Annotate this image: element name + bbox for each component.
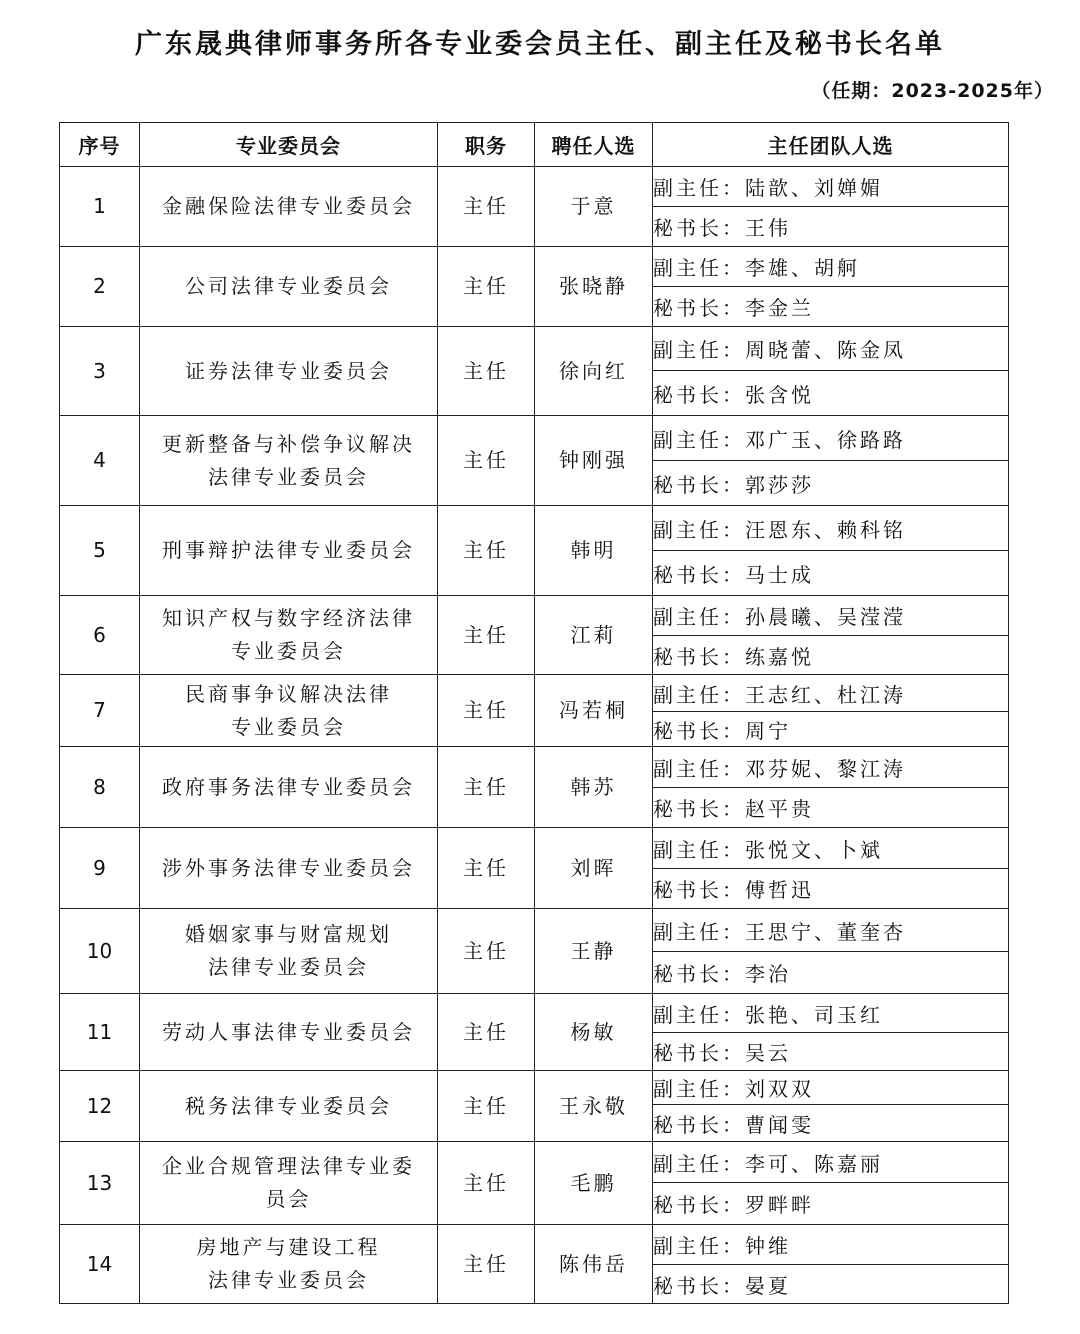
row-number: 14	[60, 1225, 140, 1304]
deputy-directors: 副主任：王思宁、董奎杏	[653, 909, 1009, 952]
appointee: 徐向红	[535, 327, 653, 416]
committee-name-line: 税务法律专业委员会	[185, 1093, 392, 1118]
row-number: 1	[60, 167, 140, 247]
committee-name-line: 员会	[265, 1187, 312, 1211]
position: 主任	[438, 675, 535, 747]
committee-name-line: 证券法律专业委员会	[185, 358, 392, 383]
position: 主任	[438, 327, 535, 416]
committee-name-line: 法律专业委员会	[208, 464, 369, 489]
position: 主任	[438, 596, 535, 675]
committee-table	[59, 122, 1009, 1304]
position: 主任	[438, 416, 535, 506]
secretary-general: 秘书长：练嘉悦	[653, 636, 1009, 675]
committee-name	[140, 596, 438, 675]
header-appointee: 聘任人选	[535, 123, 653, 167]
table-row	[60, 596, 1009, 636]
appointee: 于意	[535, 167, 653, 247]
secretary-general: 秘书长：晏夏	[653, 1265, 1009, 1304]
row-number: 6	[60, 596, 140, 675]
secretary-general: 秘书长：罗畔畔	[653, 1183, 1009, 1225]
table-row	[60, 167, 1009, 207]
row-number: 7	[60, 675, 140, 747]
deputy-directors: 副主任：张艳、司玉红	[653, 994, 1009, 1033]
deputy-directors: 副主任：陆歆、刘婵媚	[653, 167, 1009, 207]
position: 主任	[438, 828, 535, 909]
secretary-general: 秘书长：曹闻雯	[653, 1105, 1009, 1142]
table-row	[60, 1142, 1009, 1183]
header-committee: 专业委员会	[140, 123, 438, 167]
row-number: 10	[60, 909, 140, 994]
committee-name	[140, 909, 438, 994]
row-number: 3	[60, 327, 140, 416]
appointee: 冯若桐	[535, 675, 653, 747]
committee-name	[140, 1071, 438, 1142]
secretary-general: 秘书长：吴云	[653, 1033, 1009, 1071]
committee-name	[140, 327, 438, 416]
appointee: 刘晖	[535, 828, 653, 909]
committee-name-line: 知识产权与数字经济法律	[162, 606, 415, 630]
table-row	[60, 1071, 1009, 1105]
appointee: 王永敬	[535, 1071, 653, 1142]
secretary-general: 秘书长：马士成	[653, 551, 1009, 596]
header-no: 序号	[60, 123, 140, 167]
table-row	[60, 247, 1009, 287]
committee-name-line: 更新整备与补偿争议解决	[162, 431, 415, 456]
committee-name-line: 婚姻家事与财富规划	[185, 922, 392, 946]
deputy-directors: 副主任：孙晨曦、吴滢滢	[653, 596, 1009, 636]
committee-name-line: 专业委员会	[231, 639, 346, 663]
position: 主任	[438, 1071, 535, 1142]
appointee: 韩苏	[535, 747, 653, 828]
table-row	[60, 675, 1009, 712]
appointee: 韩明	[535, 506, 653, 596]
table-row	[60, 909, 1009, 952]
position: 主任	[438, 167, 535, 247]
committee-name	[140, 247, 438, 327]
secretary-general: 秘书长：李金兰	[653, 287, 1009, 327]
table-row	[60, 416, 1009, 461]
secretary-general: 秘书长：张含悦	[653, 371, 1009, 416]
deputy-directors: 副主任：李可、陈嘉丽	[653, 1142, 1009, 1183]
row-number: 12	[60, 1071, 140, 1142]
deputy-directors: 副主任：邓芬妮、黎江涛	[653, 747, 1009, 788]
deputy-directors: 副主任：汪恩东、赖科铭	[653, 506, 1009, 551]
row-number: 4	[60, 416, 140, 506]
position: 主任	[438, 1225, 535, 1304]
committee-name	[140, 167, 438, 247]
position: 主任	[438, 1142, 535, 1225]
appointee: 杨敏	[535, 994, 653, 1071]
table-body	[60, 167, 1009, 1304]
committee-name-line: 政府事务法律专业委员会	[162, 774, 415, 799]
committee-name	[140, 416, 438, 506]
deputy-directors: 副主任：周晓蕾、陈金凤	[653, 327, 1009, 371]
committee-name-line: 刑事辩护法律专业委员会	[162, 538, 415, 562]
committee-name	[140, 1142, 438, 1225]
secretary-general: 秘书长：周宁	[653, 712, 1009, 747]
committee-name-line: 企业合规管理法律专业委	[162, 1154, 415, 1178]
position: 主任	[438, 506, 535, 596]
committee-name	[140, 828, 438, 909]
deputy-directors: 副主任：李雄、胡舸	[653, 247, 1009, 287]
row-number: 5	[60, 506, 140, 596]
title: 广东晟典律师事务所各专业委会员主任、副主任及秘书长名单	[135, 29, 945, 60]
committee-name	[140, 747, 438, 828]
secretary-general: 秘书长：王伟	[653, 207, 1009, 247]
row-number: 2	[60, 247, 140, 327]
committee-name-line: 涉外事务法律专业委员会	[162, 855, 415, 880]
appointee: 王静	[535, 909, 653, 994]
header-row	[60, 123, 1009, 167]
position: 主任	[438, 909, 535, 994]
appointee: 张晓静	[535, 247, 653, 327]
secretary-general: 秘书长：郭莎莎	[653, 461, 1009, 506]
position: 主任	[438, 747, 535, 828]
deputy-directors: 副主任：张悦文、卜斌	[653, 828, 1009, 869]
header-position: 职务	[438, 123, 535, 167]
table-row	[60, 994, 1009, 1033]
secretary-general: 秘书长：赵平贵	[653, 788, 1009, 828]
committee-name-line: 劳动人事法律专业委员会	[162, 1019, 415, 1044]
committee-name-line: 公司法律专业委员会	[185, 274, 392, 298]
row-number: 13	[60, 1142, 140, 1225]
row-number: 11	[60, 994, 140, 1071]
table-row	[60, 1225, 1009, 1265]
appointee: 钟刚强	[535, 416, 653, 506]
committee-name	[140, 1225, 438, 1304]
position: 主任	[438, 247, 535, 327]
committee-name-line: 法律专业委员会	[208, 1268, 369, 1292]
row-number: 8	[60, 747, 140, 828]
committee-name-line: 房地产与建设工程	[196, 1235, 381, 1259]
table-row	[60, 327, 1009, 371]
committee-name-line: 法律专业委员会	[208, 955, 369, 979]
committee-name	[140, 675, 438, 747]
table-row	[60, 506, 1009, 551]
deputy-directors: 副主任：王志红、杜江涛	[653, 675, 1009, 712]
term-label: （任期：2023-2025年）	[811, 80, 1054, 102]
deputy-directors: 副主任：邓广玉、徐路路	[653, 416, 1009, 461]
table-row	[60, 747, 1009, 788]
committee-name-line: 金融保险法律专业委员会	[162, 194, 415, 218]
row-number: 9	[60, 828, 140, 909]
deputy-directors: 副主任：钟维	[653, 1225, 1009, 1265]
committee-name	[140, 506, 438, 596]
appointee: 陈伟岳	[535, 1225, 653, 1304]
committee-name-line: 民商事争议解决法律	[185, 681, 392, 706]
header-team: 主任团队人选	[653, 123, 1009, 167]
committee-name-line: 专业委员会	[231, 714, 346, 739]
secretary-general: 秘书长：李治	[653, 952, 1009, 994]
appointee: 毛鹏	[535, 1142, 653, 1225]
deputy-directors: 副主任：刘双双	[653, 1071, 1009, 1105]
committee-name	[140, 994, 438, 1071]
appointee: 江莉	[535, 596, 653, 675]
position: 主任	[438, 994, 535, 1071]
table-row	[60, 828, 1009, 869]
secretary-general: 秘书长：傅哲迅	[653, 869, 1009, 909]
